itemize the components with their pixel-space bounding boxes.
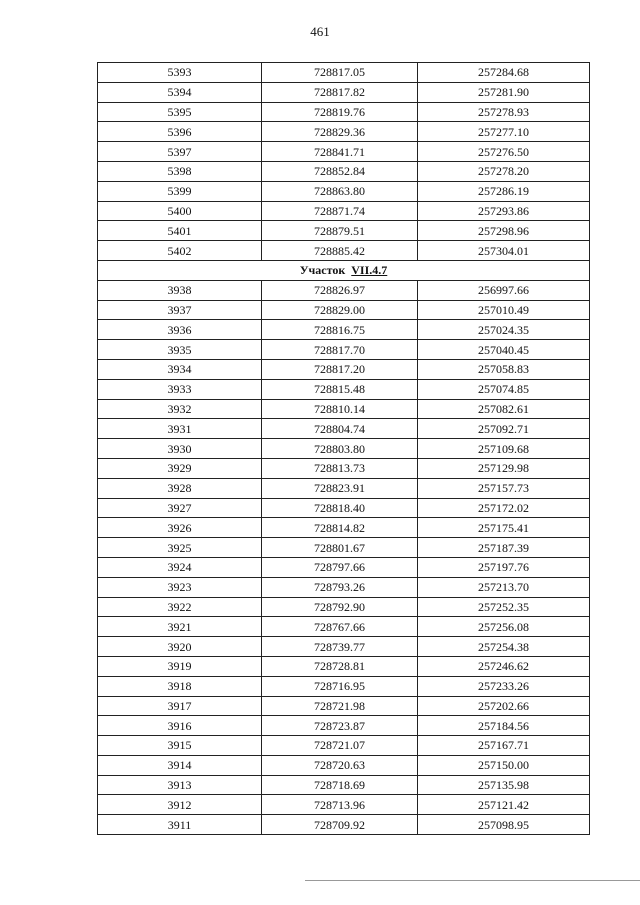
point-number-cell: 5401 bbox=[98, 221, 262, 241]
y-coordinate-cell: 257157.73 bbox=[418, 478, 590, 498]
y-coordinate-cell: 257254.38 bbox=[418, 637, 590, 657]
y-coordinate-cell: 257284.68 bbox=[418, 63, 590, 83]
x-coordinate-cell: 728728.81 bbox=[262, 656, 418, 676]
table-row bbox=[98, 696, 590, 716]
x-coordinate-cell: 728713.96 bbox=[262, 795, 418, 815]
point-number-cell: 3911 bbox=[98, 815, 262, 835]
y-coordinate-cell: 257167.71 bbox=[418, 736, 590, 756]
point-number-cell: 3921 bbox=[98, 617, 262, 637]
table-row bbox=[98, 379, 590, 399]
table-row bbox=[98, 716, 590, 736]
x-coordinate-cell: 728816.75 bbox=[262, 320, 418, 340]
x-coordinate-cell: 728829.36 bbox=[262, 122, 418, 142]
x-coordinate-cell: 728813.73 bbox=[262, 458, 418, 478]
y-coordinate-cell: 257213.70 bbox=[418, 577, 590, 597]
point-number-cell: 3919 bbox=[98, 656, 262, 676]
y-coordinate-cell: 257277.10 bbox=[418, 122, 590, 142]
table-row bbox=[98, 439, 590, 459]
point-number-cell: 3926 bbox=[98, 518, 262, 538]
x-coordinate-cell: 728814.82 bbox=[262, 518, 418, 538]
table-row bbox=[98, 458, 590, 478]
table-row bbox=[98, 795, 590, 815]
point-number-cell: 3927 bbox=[98, 498, 262, 518]
point-number-cell: 3912 bbox=[98, 795, 262, 815]
table-row bbox=[98, 359, 590, 379]
x-coordinate-cell: 728879.51 bbox=[262, 221, 418, 241]
x-coordinate-cell: 728871.74 bbox=[262, 201, 418, 221]
table-row bbox=[98, 736, 590, 756]
x-coordinate-cell: 728852.84 bbox=[262, 161, 418, 181]
table-row bbox=[98, 122, 590, 142]
table-row bbox=[98, 82, 590, 102]
table-row bbox=[98, 142, 590, 162]
y-coordinate-cell: 257172.02 bbox=[418, 498, 590, 518]
x-coordinate-cell: 728721.07 bbox=[262, 736, 418, 756]
y-coordinate-cell: 256997.66 bbox=[418, 280, 590, 300]
table-row bbox=[98, 775, 590, 795]
y-coordinate-cell: 257252.35 bbox=[418, 597, 590, 617]
x-coordinate-cell: 728797.66 bbox=[262, 557, 418, 577]
y-coordinate-cell: 257129.98 bbox=[418, 458, 590, 478]
section-code: VII.4.7 bbox=[351, 263, 388, 278]
table-row bbox=[98, 498, 590, 518]
y-coordinate-cell: 257278.93 bbox=[418, 102, 590, 122]
y-coordinate-cell: 257293.86 bbox=[418, 201, 590, 221]
table-row bbox=[98, 637, 590, 657]
y-coordinate-cell: 257246.62 bbox=[418, 656, 590, 676]
y-coordinate-cell: 257278.20 bbox=[418, 161, 590, 181]
x-coordinate-cell: 728793.26 bbox=[262, 577, 418, 597]
x-coordinate-cell: 728810.14 bbox=[262, 399, 418, 419]
y-coordinate-cell: 257197.76 bbox=[418, 557, 590, 577]
x-coordinate-cell: 728817.05 bbox=[262, 63, 418, 83]
x-coordinate-cell: 728818.40 bbox=[262, 498, 418, 518]
table-row bbox=[98, 102, 590, 122]
x-coordinate-cell: 728716.95 bbox=[262, 676, 418, 696]
table-row bbox=[98, 241, 590, 261]
y-coordinate-cell: 257058.83 bbox=[418, 359, 590, 379]
table-row bbox=[98, 181, 590, 201]
y-coordinate-cell: 257040.45 bbox=[418, 340, 590, 360]
point-number-cell: 3924 bbox=[98, 557, 262, 577]
y-coordinate-cell: 257187.39 bbox=[418, 538, 590, 558]
point-number-cell: 3914 bbox=[98, 755, 262, 775]
table-row bbox=[98, 577, 590, 597]
x-coordinate-cell: 728819.76 bbox=[262, 102, 418, 122]
point-number-cell: 3931 bbox=[98, 419, 262, 439]
y-coordinate-cell: 257184.56 bbox=[418, 716, 590, 736]
y-coordinate-cell: 257092.71 bbox=[418, 419, 590, 439]
y-coordinate-cell: 257010.49 bbox=[418, 300, 590, 320]
point-number-cell: 5394 bbox=[98, 82, 262, 102]
table-body-after bbox=[98, 280, 590, 834]
point-number-cell: 3930 bbox=[98, 439, 262, 459]
section-label: Участок bbox=[299, 263, 346, 278]
x-coordinate-cell: 728841.71 bbox=[262, 142, 418, 162]
point-number-cell: 5402 bbox=[98, 241, 262, 261]
y-coordinate-cell: 257256.08 bbox=[418, 617, 590, 637]
y-coordinate-cell: 257304.01 bbox=[418, 241, 590, 261]
table-row bbox=[98, 538, 590, 558]
table-row bbox=[98, 478, 590, 498]
x-coordinate-cell: 728709.92 bbox=[262, 815, 418, 835]
x-coordinate-cell: 728829.00 bbox=[262, 300, 418, 320]
point-number-cell: 3916 bbox=[98, 716, 262, 736]
point-number-cell: 3920 bbox=[98, 637, 262, 657]
x-coordinate-cell: 728817.82 bbox=[262, 82, 418, 102]
point-number-cell: 3928 bbox=[98, 478, 262, 498]
point-number-cell: 3935 bbox=[98, 340, 262, 360]
point-number-cell: 3925 bbox=[98, 538, 262, 558]
y-coordinate-cell: 257233.26 bbox=[418, 676, 590, 696]
y-coordinate-cell: 257276.50 bbox=[418, 142, 590, 162]
point-number-cell: 3923 bbox=[98, 577, 262, 597]
x-coordinate-cell: 728817.70 bbox=[262, 340, 418, 360]
point-number-cell: 3929 bbox=[98, 458, 262, 478]
point-number-cell: 5393 bbox=[98, 63, 262, 83]
table-row bbox=[98, 340, 590, 360]
point-number-cell: 3915 bbox=[98, 736, 262, 756]
x-coordinate-cell: 728815.48 bbox=[262, 379, 418, 399]
table-row bbox=[98, 280, 590, 300]
point-number-cell: 3938 bbox=[98, 280, 262, 300]
point-number-cell: 3934 bbox=[98, 359, 262, 379]
y-coordinate-cell: 257175.41 bbox=[418, 518, 590, 538]
section-header-cell bbox=[98, 260, 590, 280]
y-coordinate-cell: 257082.61 bbox=[418, 399, 590, 419]
table-row bbox=[98, 617, 590, 637]
point-number-cell: 3933 bbox=[98, 379, 262, 399]
x-coordinate-cell: 728801.67 bbox=[262, 538, 418, 558]
x-coordinate-cell: 728823.91 bbox=[262, 478, 418, 498]
point-number-cell: 3932 bbox=[98, 399, 262, 419]
table-row bbox=[98, 597, 590, 617]
page-number: 461 bbox=[310, 24, 330, 39]
y-coordinate-cell: 257202.66 bbox=[418, 696, 590, 716]
table-row bbox=[98, 815, 590, 835]
table-row bbox=[98, 221, 590, 241]
table-row bbox=[98, 518, 590, 538]
table-row bbox=[98, 63, 590, 83]
point-number-cell: 5396 bbox=[98, 122, 262, 142]
table-row bbox=[98, 320, 590, 340]
x-coordinate-cell: 728720.63 bbox=[262, 755, 418, 775]
point-number-cell: 5397 bbox=[98, 142, 262, 162]
table-row bbox=[98, 656, 590, 676]
table-body-before bbox=[98, 63, 590, 261]
point-number-cell: 3917 bbox=[98, 696, 262, 716]
table-row bbox=[98, 399, 590, 419]
y-coordinate-cell: 257121.42 bbox=[418, 795, 590, 815]
y-coordinate-cell: 257109.68 bbox=[418, 439, 590, 459]
y-coordinate-cell: 257281.90 bbox=[418, 82, 590, 102]
x-coordinate-cell: 728739.77 bbox=[262, 637, 418, 657]
y-coordinate-cell: 257298.96 bbox=[418, 221, 590, 241]
table-row bbox=[98, 300, 590, 320]
point-number-cell: 5399 bbox=[98, 181, 262, 201]
point-number-cell: 3913 bbox=[98, 775, 262, 795]
x-coordinate-cell: 728767.66 bbox=[262, 617, 418, 637]
y-coordinate-cell: 257074.85 bbox=[418, 379, 590, 399]
bottom-rule bbox=[305, 880, 640, 881]
x-coordinate-cell: 728718.69 bbox=[262, 775, 418, 795]
y-coordinate-cell: 257135.98 bbox=[418, 775, 590, 795]
x-coordinate-cell: 728885.42 bbox=[262, 241, 418, 261]
point-number-cell: 5395 bbox=[98, 102, 262, 122]
table-row bbox=[98, 201, 590, 221]
coordinates-table bbox=[97, 62, 590, 835]
y-coordinate-cell: 257286.19 bbox=[418, 181, 590, 201]
y-coordinate-cell: 257098.95 bbox=[418, 815, 590, 835]
point-number-cell: 5398 bbox=[98, 161, 262, 181]
x-coordinate-cell: 728792.90 bbox=[262, 597, 418, 617]
x-coordinate-cell: 728721.98 bbox=[262, 696, 418, 716]
x-coordinate-cell: 728863.80 bbox=[262, 181, 418, 201]
table-row bbox=[98, 676, 590, 696]
table-row bbox=[98, 557, 590, 577]
y-coordinate-cell: 257150.00 bbox=[418, 755, 590, 775]
point-number-cell: 3922 bbox=[98, 597, 262, 617]
point-number-cell: 5400 bbox=[98, 201, 262, 221]
point-number-cell: 3937 bbox=[98, 300, 262, 320]
point-number-cell: 3936 bbox=[98, 320, 262, 340]
x-coordinate-cell: 728804.74 bbox=[262, 419, 418, 439]
x-coordinate-cell: 728803.80 bbox=[262, 439, 418, 459]
x-coordinate-cell: 728826.97 bbox=[262, 280, 418, 300]
y-coordinate-cell: 257024.35 bbox=[418, 320, 590, 340]
section-header-body bbox=[98, 260, 590, 280]
table-row bbox=[98, 161, 590, 181]
table-row bbox=[98, 419, 590, 439]
section-header-row bbox=[98, 260, 590, 280]
table-row bbox=[98, 755, 590, 775]
x-coordinate-cell: 728817.20 bbox=[262, 359, 418, 379]
point-number-cell: 3918 bbox=[98, 676, 262, 696]
x-coordinate-cell: 728723.87 bbox=[262, 716, 418, 736]
